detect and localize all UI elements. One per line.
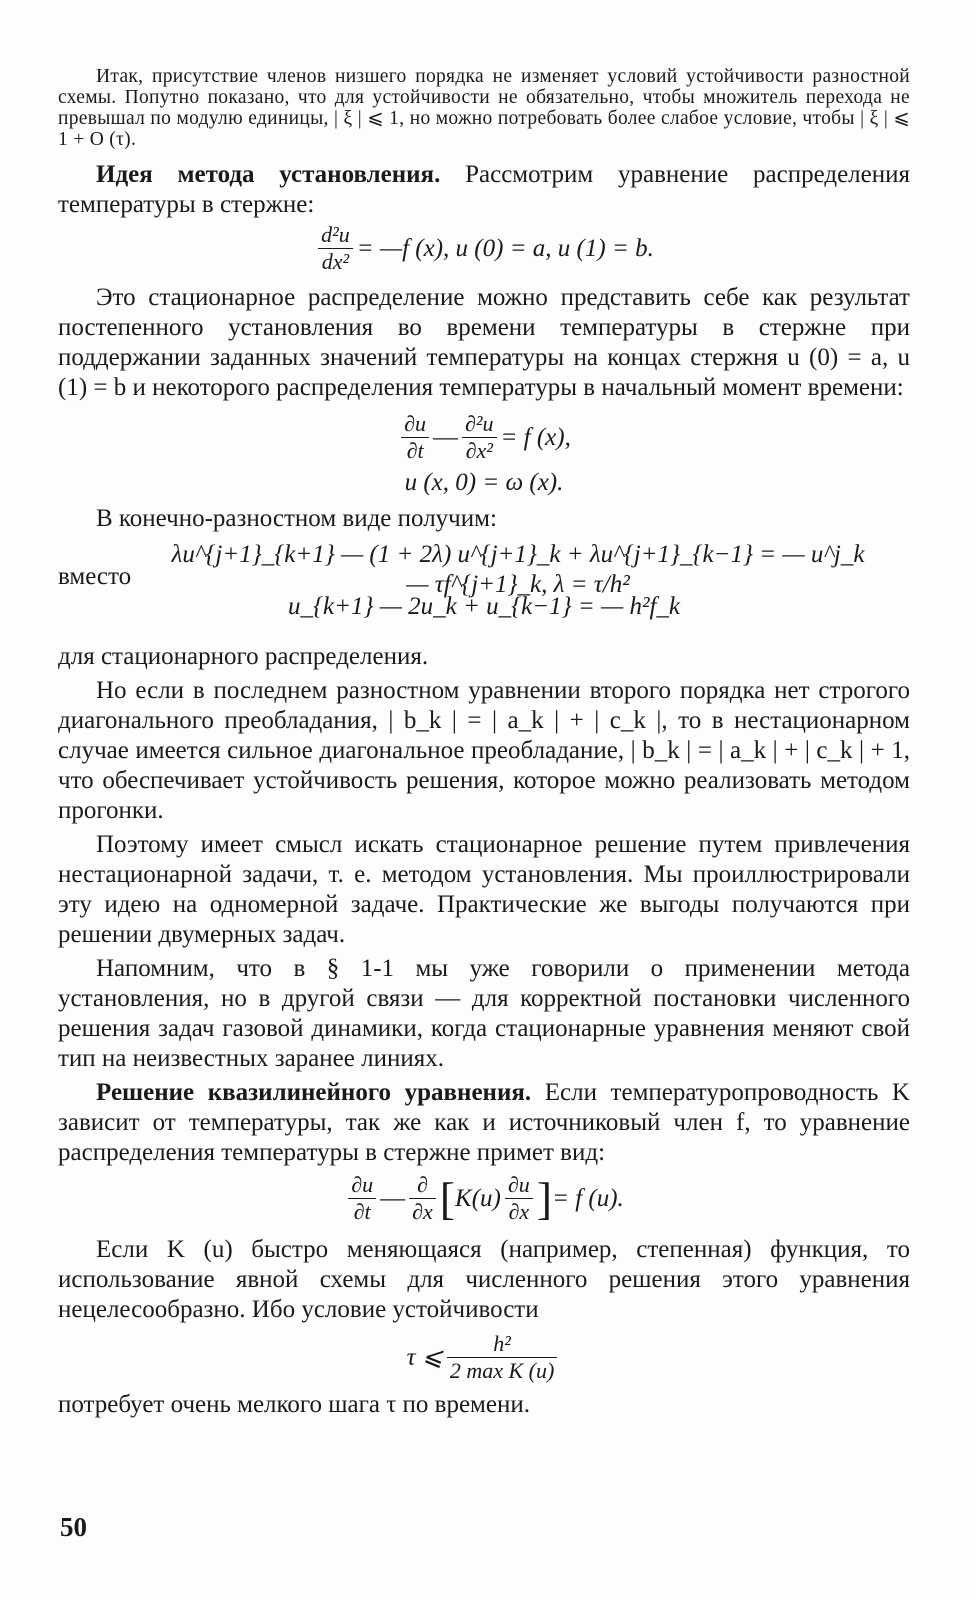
paragraph-method-idea [58, 160, 910, 220]
eq7-denominator: 2 max K (u) [449, 1358, 555, 1383]
eq6-k-of-u: K(u) [455, 1184, 501, 1212]
eq1-rest: = —f (x), u (0) = a, u (1) = b. [356, 234, 654, 262]
paragraph-for-stationary: для стационарного распределения. [58, 643, 429, 670]
eq2-minus: — [433, 423, 459, 451]
eq2-numerator-1: ∂u [401, 411, 429, 438]
eq6-minus: — [380, 1184, 406, 1212]
paragraph-quasilinear-text: Если температуропроводность K зависит от температуры, так же как и источниковый член f, то уравнение распределения температуры в стержне примет вид: [58, 1079, 910, 1166]
eq2-denominator-2: ∂x² [465, 438, 493, 463]
eq2-denominator-1: ∂t [406, 438, 424, 463]
eq6-rest: = f (u). [552, 1184, 624, 1212]
page-number: 50 [60, 1512, 87, 1542]
eq1-numerator: d²u [318, 222, 353, 249]
eq1-denominator: dx² [321, 249, 350, 274]
eq7-tau: τ ⩽ [406, 1343, 443, 1371]
eq2-numerator-2: ∂²u [462, 411, 496, 438]
paragraph-remind: Напомним, что в § 1-1 мы уже говорили о применении метода установления, но в другой связи — для корректной постановки численного решения задач газовой динамики, когда стационарные уравнения меняют свой тип на неизвестных заранее линиях. [58, 955, 910, 1072]
paragraph-intro: Итак, присутствие членов низшего порядка не изменяет условий устойчивости разностной схемы. Попутно показано, что для устойчивости не обязательно, чтобы множитель перехода не превышал по модулю единицы, | ξ | ⩽ 1, но можно потребовать более слабое условие, чтобы | ξ | ⩽ 1 + O (τ). [58, 66, 910, 150]
equation-quasilinear [58, 1172, 910, 1225]
equation-stationary-diff: u_{k+1} — 2u_k + u_{k−1} = — h²f_k [287, 593, 680, 620]
paragraph-therefore: Поэтому имеет смысл искать стационарное решение путем привлечения нестационарной задачи, т. е. методом установления. Мы проиллюстрировали эту идею на одномерной задаче. Практические же выгоды получаются при решении двумерных задач. [58, 831, 910, 948]
paragraph-conclusion: потребует очень мелкого шага τ по времени. [58, 1391, 530, 1418]
paragraph-stationary: Это стационарное распределение можно представить себе как результат постепенного установления во времени температуры в стержне при поддержании заданных значений температуры на концах стержня u (0) = a, u (1) = b и некоторого распределения температуры в начальный момент времени: [58, 284, 910, 401]
finite-diff-block [58, 540, 910, 634]
paragraph-method-text: Рассмотрим уравнение распределения температуры в стержне: [58, 161, 910, 218]
eq6-denominator-2: ∂x [412, 1199, 433, 1224]
eq6-denominator-3: ∂x [508, 1199, 530, 1224]
label-vmesto: вместо [58, 563, 132, 590]
paragraph-diagonal: Но если в последнем разностном уравнении второго порядка нет строгого диагонального преобладания, | b_k | = | a_k | + | c_k |, то в нестационарном случае имеется сильное диагональное преобладание, | b_k | = | a_k | + | c_k | + 1, что обеспечивает устойчивость решения, которое можно реализовать методом прогонки. [58, 677, 910, 824]
paragraph-finite-diff: В конечно-разностном виде получим: [96, 505, 497, 532]
eq6-numerator-2: ∂ [409, 1172, 436, 1199]
eq6-left-bracket: [ [439, 1172, 456, 1224]
equation-heat [58, 411, 910, 464]
section-heading-quasilinear: Решение квазилинейного уравнения. [96, 1079, 532, 1106]
page-content [58, 66, 910, 1420]
eq2-rest: = f (x), [500, 423, 571, 451]
paragraph-explicit-scheme: Если K (u) быстро меняющаяся (например, степенная) функция, то использование явной схемы для численного решения этого уравнения нецелесообразно. Ибо условие устойчивости [58, 1236, 910, 1323]
eq6-numerator-3: ∂u [505, 1172, 533, 1199]
section-heading-method: Идея метода установления. [96, 161, 441, 188]
eq7-numerator: h² [447, 1331, 557, 1358]
equation-implicit: λu^{j+1}_{k+1} — (1 + 2λ) u^{j+1}_k + λu^{j+1}_{k−1} = — u^j_k — τf^{j+1}_k, λ = τ/h² [171, 541, 865, 598]
paragraph-quasilinear [58, 1078, 910, 1168]
equation-stationary [58, 222, 910, 275]
eq6-right-bracket: ] [536, 1172, 553, 1224]
eq6-numerator-1: ∂u [348, 1172, 376, 1199]
eq6-denominator-1: ∂t [353, 1199, 371, 1224]
equation-stability [58, 1331, 910, 1384]
equation-initial: u (x, 0) = ω (x). [404, 469, 564, 496]
